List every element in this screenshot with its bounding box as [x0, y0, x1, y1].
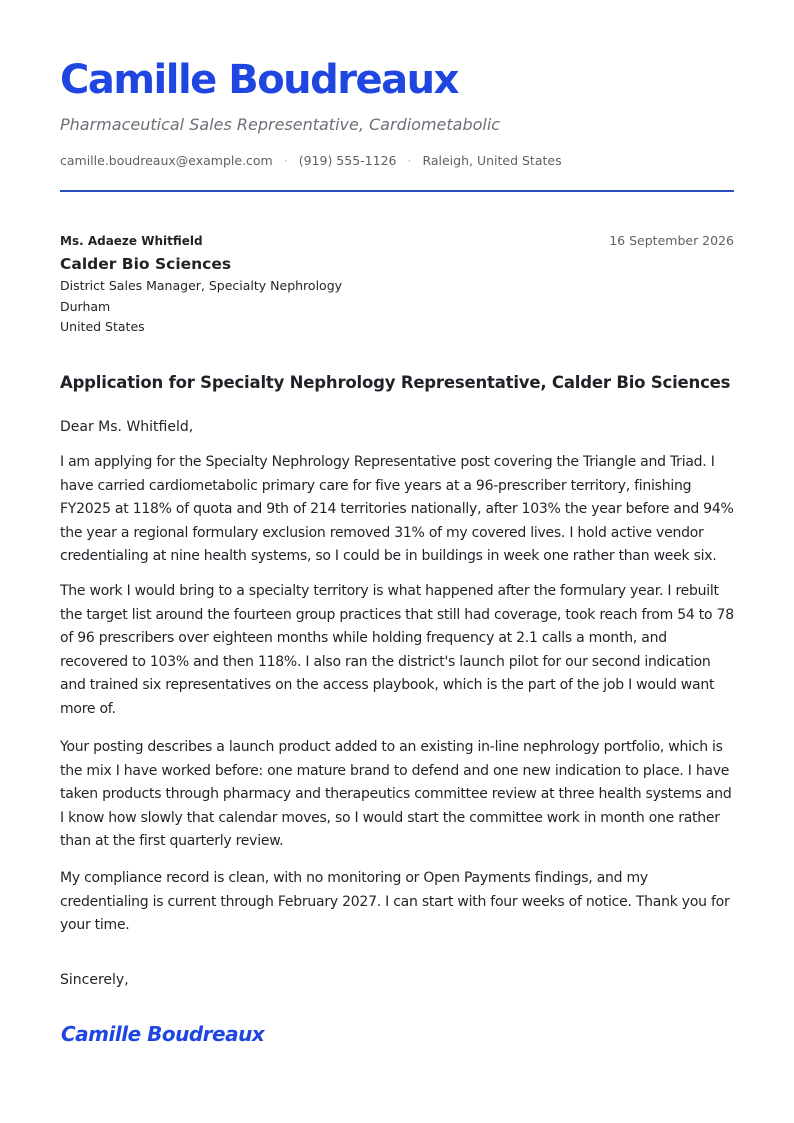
body-paragraph-1: I am applying for the Specialty Nephrology Representative post covering the Triangle and Triad. I have carried cardiometabolic primary care for five years at a 96-prescriber territory, finishing FY2025 at 118% of quota and 9th of 214 territories nationally, after 103% the year before and 94% the year a regional formulary exclusion removed 31% of my covered lives. I hold active vendor credentialing at nine health systems, so I could be in buildings in week one rather than week six. [60, 454, 734, 565]
body-paragraph-2: The work I would bring to a specialty territory is what happened after the formulary year. I rebuilt the target list around the fourteen group practices that still had coverage, took reach from 54 to 78 of 96 prescribers over eighteen months while holding frequency at 2.1 calls a month, and recovered to 103% and then 118%. I also ran the district's launch pilot for our second indication and trained six representatives on the access playbook, which is the part of the job I would want more of. [60, 583, 734, 717]
recipient-city: Durham [60, 299, 111, 314]
closing: Sincerely, [60, 972, 129, 988]
contact-phone: (919) 555-1126 [298, 153, 397, 168]
signature: Camille Boudreaux [61, 1022, 265, 1046]
contact-line [60, 153, 562, 169]
applicant-name: Camille Boudreaux [60, 57, 458, 103]
contact-location: Raleigh, United States [422, 153, 562, 168]
contact-separator: · [407, 153, 412, 168]
body-paragraph-3: Your posting describes a launch product added to an existing in-line nephrology portfolio, which is the mix I have worked before: one mature brand to defend and one new indication to place. I have taken products through pharmacy and therapeutics committee review at three health systems and I know how slowly that calendar moves, so I would start the committee work in month one rather than at the first quarterly review. [60, 739, 732, 850]
recipient-country: United States [60, 319, 145, 334]
recipient-company: Calder Bio Sciences [60, 255, 232, 273]
letter-subject: Application for Specialty Nephrology Representative, Calder Bio Sciences [60, 373, 731, 392]
recipient-name: Ms. Adaeze Whitfield [60, 234, 203, 248]
salutation: Dear Ms. Whitfield, [60, 419, 194, 435]
applicant-title: Pharmaceutical Sales Representative, Cardiometabolic [60, 115, 501, 134]
letter-date: 16 September 2026 [609, 233, 734, 248]
contact-separator: · [283, 153, 288, 168]
recipient-role: District Sales Manager, Specialty Nephrology [60, 278, 343, 293]
body-paragraph-4: My compliance record is clean, with no monitoring or Open Payments findings, and my credentialing is current through February 2027. I can start with four weeks of notice. Thank you for your time. [60, 870, 730, 934]
header-divider [60, 190, 734, 192]
contact-email: camille.boudreaux@example.com [60, 153, 273, 168]
